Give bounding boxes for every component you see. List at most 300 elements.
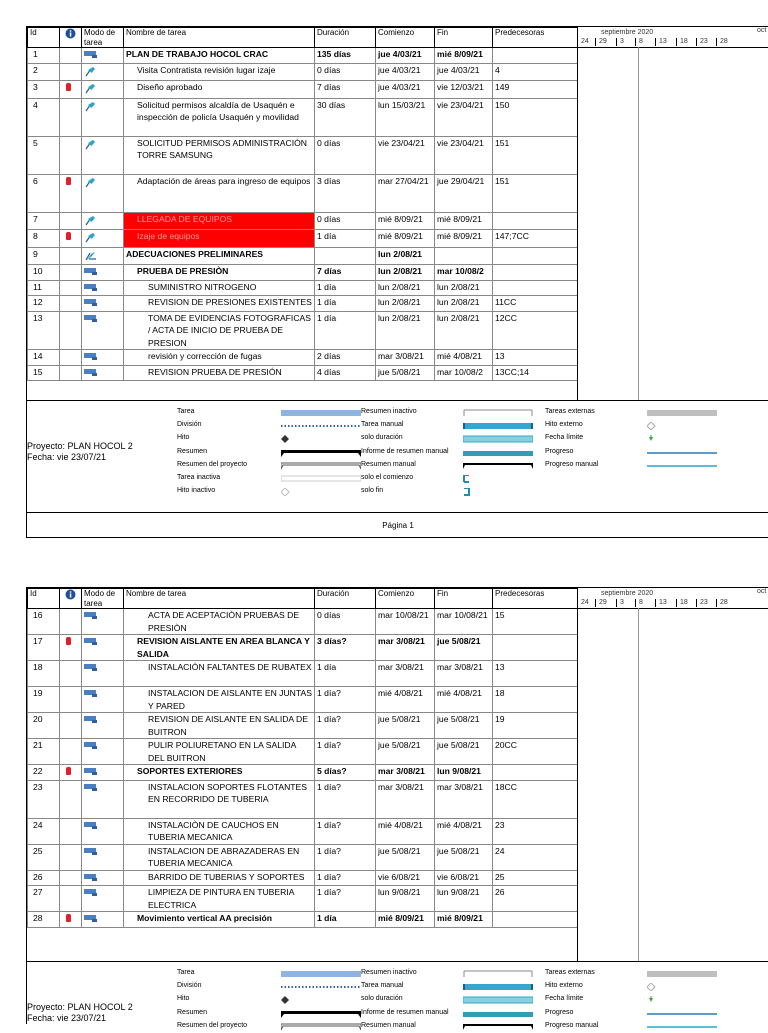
task-predecessors-cell[interactable]: [493, 912, 578, 928]
task-finish-cell[interactable]: jue 4/03/21: [435, 63, 493, 81]
task-id-cell[interactable]: 20: [28, 713, 60, 739]
gantt-page-2: [26, 587, 768, 1029]
task-finish-cell[interactable]: mié 8/09/21: [435, 912, 493, 928]
task-predecessors-cell[interactable]: 13: [493, 350, 578, 366]
table-row[interactable]: [28, 136, 578, 174]
task-finish-cell[interactable]: lun 9/08/21: [435, 765, 493, 781]
task-mode-cell[interactable]: [82, 365, 124, 381]
col-header-duration[interactable]: Duración: [315, 589, 376, 609]
task-start-cell[interactable]: jue 4/03/21: [376, 48, 435, 64]
task-indicator-cell[interactable]: [60, 296, 82, 312]
task-start-cell[interactable]: mar 3/08/21: [376, 635, 435, 661]
task-start-cell[interactable]: mié 8/09/21: [376, 212, 435, 230]
task-predecessors-cell[interactable]: 13: [493, 661, 578, 687]
task-predecessors-cell[interactable]: [493, 212, 578, 230]
task-mode-cell[interactable]: [82, 350, 124, 366]
task-duration-cell[interactable]: 1 día?: [315, 713, 376, 739]
task-id-cell[interactable]: 9: [28, 247, 60, 265]
task-name-cell[interactable]: Izaje de equipos: [124, 230, 315, 248]
task-id-cell[interactable]: 12: [28, 296, 60, 312]
task-finish-cell[interactable]: lun 9/08/21: [435, 886, 493, 912]
task-duration-cell[interactable]: 30 días: [315, 98, 376, 136]
task-duration-cell[interactable]: [315, 247, 376, 265]
legend-external-milestone-label: Hito externo: [545, 421, 583, 429]
task-mode-cell[interactable]: [82, 230, 124, 248]
task-name-cell[interactable]: LIMPIEZA DE PINTURA EN TUBERIA ELECTRICA: [124, 886, 315, 912]
task-name-cell[interactable]: REVISION AISLANTE EN AREA BLANCA Y SALIDA: [124, 635, 315, 661]
note-indicator-icon: [66, 177, 71, 185]
task-duration-cell[interactable]: 1 día: [315, 912, 376, 928]
task-start-cell[interactable]: vie 23/04/21: [376, 136, 435, 174]
task-name-cell[interactable]: ADECUACIONES PRELIMINARES: [124, 247, 315, 265]
legend-split-symbol: [281, 422, 361, 432]
legend-external-tasks-label: Tareas externas: [545, 408, 595, 415]
task-name-cell[interactable]: REVISION DE PRESIONES EXISTENTES: [124, 296, 315, 312]
task-name-cell[interactable]: Solicitud permisos alcaldía de Usaquén e inspección de policía Usaquén y movilidad: [124, 98, 315, 136]
table-row[interactable]: [28, 818, 578, 844]
task-mode-cell[interactable]: [82, 81, 124, 99]
task-predecessors-cell[interactable]: 20CC: [493, 739, 578, 765]
task-name-cell[interactable]: BARRIDO DE TUBERIAS Y SOPORTES: [124, 870, 315, 886]
task-mode-cell[interactable]: [82, 174, 124, 212]
task-duration-cell[interactable]: 1 día?: [315, 844, 376, 870]
task-duration-cell[interactable]: 1 día: [315, 280, 376, 296]
legend-inactive-summary-symbol: [463, 970, 533, 980]
task-id-cell[interactable]: 19: [28, 687, 60, 713]
task-mode-cell[interactable]: [82, 136, 124, 174]
task-name-cell[interactable]: PRUEBA DE PRESIÒN: [124, 265, 315, 281]
task-mode-cell[interactable]: [82, 212, 124, 230]
table-row[interactable]: [28, 212, 578, 230]
table-row[interactable]: [28, 63, 578, 81]
legend-deadline-symbol: [647, 996, 717, 1006]
task-id-cell[interactable]: 23: [28, 780, 60, 818]
legend-inactive-summary-label: Resumen inactivo: [361, 408, 417, 415]
timescale-tick: [595, 38, 596, 46]
task-mode-cell[interactable]: [82, 247, 124, 265]
table-row[interactable]: [28, 713, 578, 739]
task-finish-cell[interactable]: mar 10/08/21: [435, 609, 493, 635]
task-finish-cell[interactable]: mar 3/08/21: [435, 661, 493, 687]
task-indicator-cell[interactable]: [60, 98, 82, 136]
table-row[interactable]: [28, 174, 578, 212]
task-name-cell[interactable]: Diseño aprobado: [124, 81, 315, 99]
task-indicator-cell[interactable]: [60, 635, 82, 661]
note-indicator-icon: [66, 637, 71, 645]
task-indicator-cell[interactable]: [60, 48, 82, 64]
timescale-tick: [655, 38, 656, 46]
task-name-cell[interactable]: INSTALACION DE ABRAZADERAS EN TUBERIA MECANICA: [124, 844, 315, 870]
table-row[interactable]: [28, 296, 578, 312]
task-mode-cell[interactable]: [82, 63, 124, 81]
task-predecessors-cell[interactable]: 12CC: [493, 311, 578, 350]
task-mode-cell[interactable]: [82, 912, 124, 928]
task-duration-cell[interactable]: 1 día?: [315, 818, 376, 844]
task-finish-cell[interactable]: jue 5/08/21: [435, 739, 493, 765]
task-indicator-cell[interactable]: [60, 311, 82, 350]
task-finish-cell[interactable]: mié 4/08/21: [435, 818, 493, 844]
task-mode-cell[interactable]: [82, 886, 124, 912]
col-header-id[interactable]: Id: [28, 28, 60, 48]
table-row[interactable]: [28, 98, 578, 136]
task-indicator-cell[interactable]: [60, 739, 82, 765]
task-duration-cell[interactable]: 0 días: [315, 63, 376, 81]
task-indicator-cell[interactable]: [60, 230, 82, 248]
task-name-cell[interactable]: REVISION DE AISLANTE EN SALIDA DE BUITRON: [124, 713, 315, 739]
task-name-cell[interactable]: LLEGADA DE EQUIPOS: [124, 212, 315, 230]
task-finish-cell[interactable]: jue 5/08/21: [435, 844, 493, 870]
task-id-cell[interactable]: 15: [28, 365, 60, 381]
project-info: [27, 1002, 133, 1024]
table-row[interactable]: [28, 739, 578, 765]
task-mode-cell[interactable]: [82, 844, 124, 870]
task-predecessors-cell[interactable]: [493, 635, 578, 661]
task-start-cell[interactable]: vie 6/08/21: [376, 870, 435, 886]
task-predecessors-cell[interactable]: [493, 247, 578, 265]
task-id-cell[interactable]: 4: [28, 98, 60, 136]
task-mode-cell[interactable]: [82, 713, 124, 739]
task-indicator-cell[interactable]: [60, 818, 82, 844]
task-predecessors-cell[interactable]: 147;7CC: [493, 230, 578, 248]
table-row[interactable]: [28, 48, 578, 64]
task-id-cell[interactable]: 11: [28, 280, 60, 296]
task-name-cell[interactable]: REVISION PRUEBA DE PRESIÓN: [124, 365, 315, 381]
task-name-cell[interactable]: INSTALACIÒN DE CAUCHOS EN TUBERIA MECANICA: [124, 818, 315, 844]
timescale-day: 8: [639, 599, 643, 606]
task-indicator-cell[interactable]: [60, 365, 82, 381]
task-finish-cell[interactable]: jue 5/08/21: [435, 635, 493, 661]
task-duration-cell[interactable]: 135 días: [315, 48, 376, 64]
task-duration-cell[interactable]: 7 días: [315, 81, 376, 99]
task-start-cell[interactable]: lun 2/08/21: [376, 247, 435, 265]
task-mode-cell[interactable]: [82, 296, 124, 312]
task-start-cell[interactable]: lun 2/08/21: [376, 296, 435, 312]
table-row[interactable]: [28, 609, 578, 635]
task-predecessors-cell[interactable]: [493, 265, 578, 281]
task-mode-cell[interactable]: [82, 48, 124, 64]
task-name-cell[interactable]: Movimiento vertical AA precisión: [124, 912, 315, 928]
task-mode-cell[interactable]: [82, 98, 124, 136]
task-predecessors-cell[interactable]: 151: [493, 136, 578, 174]
task-finish-cell[interactable]: mar 10/08/2: [435, 265, 493, 281]
col-header-id[interactable]: Id: [28, 589, 60, 609]
task-predecessors-cell[interactable]: [493, 280, 578, 296]
task-indicator-cell[interactable]: [60, 81, 82, 99]
timescale-tick: [635, 38, 636, 46]
task-id-cell[interactable]: 27: [28, 886, 60, 912]
legend-task-symbol: [281, 409, 361, 419]
task-name-cell[interactable]: SUMINISTRO NITROGENO: [124, 280, 315, 296]
task-id-cell[interactable]: 25: [28, 844, 60, 870]
task-id-cell[interactable]: 1: [28, 48, 60, 64]
table-row[interactable]: [28, 81, 578, 99]
task-indicator-cell[interactable]: [60, 63, 82, 81]
task-indicator-cell[interactable]: [60, 136, 82, 174]
task-finish-cell[interactable]: lun 2/08/21: [435, 311, 493, 350]
timescale-day: 3: [620, 599, 624, 606]
task-mode-cell[interactable]: [82, 780, 124, 818]
task-start-cell[interactable]: mar 3/08/21: [376, 350, 435, 366]
col-header-name[interactable]: Nombre de tarea: [124, 28, 315, 48]
task-predecessors-cell[interactable]: 15: [493, 609, 578, 635]
task-finish-cell[interactable]: vie 12/03/21: [435, 81, 493, 99]
task-finish-cell[interactable]: mié 4/08/21: [435, 687, 493, 713]
task-start-cell[interactable]: lun 9/08/21: [376, 886, 435, 912]
task-duration-cell[interactable]: 1 día: [315, 296, 376, 312]
task-finish-cell[interactable]: mar 10/08/2: [435, 365, 493, 381]
table-row[interactable]: [28, 635, 578, 661]
task-name-cell[interactable]: revisión y corrección de fugas: [124, 350, 315, 366]
task-id-cell[interactable]: 2: [28, 63, 60, 81]
task-name-cell[interactable]: Adaptación de áreas para ingreso de equipos: [124, 174, 315, 212]
task-finish-cell[interactable]: mié 8/09/21: [435, 230, 493, 248]
task-finish-cell[interactable]: vie 23/04/21: [435, 136, 493, 174]
task-id-cell[interactable]: 5: [28, 136, 60, 174]
col-header-mode[interactable]: Modo de tarea: [82, 28, 124, 48]
timescale-tick: [716, 599, 717, 607]
legend-page-1: [27, 400, 768, 513]
task-duration-cell[interactable]: 3 días: [315, 174, 376, 212]
task-predecessors-cell[interactable]: [493, 48, 578, 64]
task-predecessors-cell[interactable]: 23: [493, 818, 578, 844]
task-duration-cell[interactable]: 1 día?: [315, 687, 376, 713]
task-indicator-cell[interactable]: [60, 280, 82, 296]
legend-inactive-milestone-label: Hito inactivo: [177, 487, 216, 495]
task-finish-cell[interactable]: vie 6/08/21: [435, 870, 493, 886]
table-row[interactable]: [28, 230, 578, 248]
task-predecessors-cell[interactable]: 26: [493, 886, 578, 912]
task-id-cell[interactable]: 3: [28, 81, 60, 99]
task-id-cell[interactable]: 21: [28, 739, 60, 765]
task-mode-cell[interactable]: [82, 739, 124, 765]
task-finish-cell[interactable]: jue 29/04/21: [435, 174, 493, 212]
table-row[interactable]: [28, 265, 578, 281]
task-start-cell[interactable]: mié 4/08/21: [376, 687, 435, 713]
task-id-cell[interactable]: 10: [28, 265, 60, 281]
task-predecessors-cell[interactable]: 19: [493, 713, 578, 739]
task-mode-cell[interactable]: [82, 265, 124, 281]
legend-duration-only-label: solo duración: [361, 434, 403, 442]
task-id-cell[interactable]: 22: [28, 765, 60, 781]
task-predecessors-cell[interactable]: 151: [493, 174, 578, 212]
col-header-predecessors[interactable]: Predecesoras: [493, 28, 578, 48]
task-duration-cell[interactable]: 1 día: [315, 311, 376, 350]
col-header-finish[interactable]: Fin: [435, 28, 493, 48]
task-id-cell[interactable]: 26: [28, 870, 60, 886]
table-row[interactable]: [28, 765, 578, 781]
task-name-cell[interactable]: ACTA DE ACEPTACIÒN PRUEBAS DE PRESIÒN: [124, 609, 315, 635]
table-row[interactable]: [28, 912, 578, 928]
task-finish-cell[interactable]: lun 2/08/21: [435, 296, 493, 312]
task-predecessors-cell[interactable]: 25: [493, 870, 578, 886]
table-row[interactable]: [28, 661, 578, 687]
col-header-predecessors[interactable]: Predecesoras: [493, 589, 578, 609]
table-row[interactable]: [28, 687, 578, 713]
task-start-cell[interactable]: mar 10/08/21: [376, 609, 435, 635]
task-id-cell[interactable]: 7: [28, 212, 60, 230]
task-mode-cell[interactable]: [82, 280, 124, 296]
task-start-cell[interactable]: mar 3/08/21: [376, 765, 435, 781]
task-id-cell[interactable]: 16: [28, 609, 60, 635]
task-start-cell[interactable]: jue 4/03/21: [376, 81, 435, 99]
task-indicator-cell[interactable]: [60, 247, 82, 265]
task-name-cell[interactable]: PULIR POLIURETANO EN LA SALIDA DEL BUITRON: [124, 739, 315, 765]
task-duration-cell[interactable]: 0 días: [315, 136, 376, 174]
task-indicator-cell[interactable]: [60, 912, 82, 928]
task-start-cell[interactable]: jue 5/08/21: [376, 713, 435, 739]
legend-task-symbol: [281, 970, 361, 980]
task-predecessors-cell[interactable]: 24: [493, 844, 578, 870]
task-duration-cell[interactable]: 1 día?: [315, 886, 376, 912]
task-id-cell[interactable]: 14: [28, 350, 60, 366]
task-id-cell[interactable]: 28: [28, 912, 60, 928]
task-name-cell[interactable]: INSTALACION DE AISLANTE EN JUNTAS Y PARED: [124, 687, 315, 713]
task-predecessors-cell[interactable]: 4: [493, 63, 578, 81]
table-row[interactable]: [28, 280, 578, 296]
col-header-start[interactable]: Comienzo: [376, 589, 435, 609]
table-row[interactable]: [28, 844, 578, 870]
task-predecessors-cell[interactable]: 150: [493, 98, 578, 136]
task-mode-cell[interactable]: [82, 687, 124, 713]
task-indicator-cell[interactable]: [60, 844, 82, 870]
task-duration-cell[interactable]: 1 día: [315, 661, 376, 687]
task-indicator-cell[interactable]: [60, 765, 82, 781]
auto-scheduled-icon: [84, 267, 98, 280]
task-indicator-cell[interactable]: [60, 350, 82, 366]
timescale-tick: [616, 38, 617, 46]
table-row[interactable]: [28, 311, 578, 350]
task-name-cell[interactable]: TOMA DE EVIDENCIAS FOTOGRAFICAS / ACTA DE INICIO DE PRUEBA DE PRESION: [124, 311, 315, 350]
timescale-tick: [696, 599, 697, 607]
task-duration-cell[interactable]: 4 días: [315, 365, 376, 381]
task-indicator-cell[interactable]: [60, 661, 82, 687]
table-row[interactable]: [28, 350, 578, 366]
task-finish-cell[interactable]: mié 8/09/21: [435, 212, 493, 230]
task-start-cell[interactable]: mié 4/08/21: [376, 818, 435, 844]
task-start-cell[interactable]: jue 5/08/21: [376, 365, 435, 381]
task-predecessors-cell[interactable]: 18CC: [493, 780, 578, 818]
legend-inactive-task-symbol: [281, 475, 361, 485]
task-duration-cell[interactable]: 3 días?: [315, 635, 376, 661]
col-header-mode[interactable]: Modo de tarea: [82, 589, 124, 609]
col-header-name[interactable]: Nombre de tarea: [124, 589, 315, 609]
task-predecessors-cell[interactable]: 18: [493, 687, 578, 713]
task-name-cell[interactable]: INSTALACION SOPORTES FLOTANTES EN RECORRIDO DE TUBERIA: [124, 780, 315, 818]
task-indicator-cell[interactable]: [60, 609, 82, 635]
task-finish-cell[interactable]: lun 2/08/21: [435, 280, 493, 296]
task-indicator-cell[interactable]: [60, 174, 82, 212]
task-predecessors-cell[interactable]: 13CC;14: [493, 365, 578, 381]
task-indicator-cell[interactable]: [60, 713, 82, 739]
task-duration-cell[interactable]: 1 día?: [315, 780, 376, 818]
task-mode-cell[interactable]: [82, 661, 124, 687]
task-duration-cell[interactable]: 5 días?: [315, 765, 376, 781]
task-duration-cell[interactable]: 1 día: [315, 230, 376, 248]
auto-scheduled-icon: [84, 298, 98, 311]
task-name-cell[interactable]: PLAN DE TRABAJO HOCOL CRAC: [124, 48, 315, 64]
task-finish-cell[interactable]: mié 8/09/21: [435, 48, 493, 64]
auto-scheduled-icon: [84, 767, 98, 780]
auto-scheduled-icon: [84, 611, 98, 624]
legend-progress-symbol: [647, 449, 717, 459]
task-indicator-cell[interactable]: [60, 687, 82, 713]
task-indicator-cell[interactable]: [60, 886, 82, 912]
task-start-cell[interactable]: mar 3/08/21: [376, 661, 435, 687]
col-header-start[interactable]: Comienzo: [376, 28, 435, 48]
task-start-cell[interactable]: lun 2/08/21: [376, 265, 435, 281]
table-row[interactable]: [28, 247, 578, 265]
task-predecessors-cell[interactable]: 149: [493, 81, 578, 99]
task-predecessors-cell[interactable]: [493, 765, 578, 781]
task-indicator-cell[interactable]: [60, 265, 82, 281]
task-id-cell[interactable]: 6: [28, 174, 60, 212]
col-header-indicators[interactable]: [60, 28, 82, 48]
timescale-day: 3: [620, 38, 624, 45]
task-duration-cell[interactable]: 2 días: [315, 350, 376, 366]
task-duration-cell[interactable]: 1 día?: [315, 870, 376, 886]
task-id-cell[interactable]: 8: [28, 230, 60, 248]
task-start-cell[interactable]: mié 8/09/21: [376, 912, 435, 928]
task-start-cell[interactable]: mar 3/08/21: [376, 780, 435, 818]
task-name-cell[interactable]: SOLICITUD PERMISOS ADMINISTRACIÒN TORRE SAMSUNG: [124, 136, 315, 174]
task-finish-cell[interactable]: [435, 247, 493, 265]
task-mode-cell[interactable]: [82, 609, 124, 635]
task-indicator-cell[interactable]: [60, 212, 82, 230]
task-finish-cell[interactable]: vie 23/04/21: [435, 98, 493, 136]
task-finish-cell[interactable]: jue 5/08/21: [435, 713, 493, 739]
task-mode-cell[interactable]: [82, 818, 124, 844]
task-id-cell[interactable]: 13: [28, 311, 60, 350]
task-finish-cell[interactable]: mié 4/08/21: [435, 350, 493, 366]
col-header-finish[interactable]: Fin: [435, 589, 493, 609]
task-start-cell[interactable]: mié 8/09/21: [376, 230, 435, 248]
table-row[interactable]: [28, 870, 578, 886]
task-mode-cell[interactable]: [82, 870, 124, 886]
task-start-cell[interactable]: jue 4/03/21: [376, 63, 435, 81]
task-start-cell[interactable]: jue 5/08/21: [376, 739, 435, 765]
task-name-cell[interactable]: SOPORTES EXTERIORES: [124, 765, 315, 781]
task-start-cell[interactable]: lun 2/08/21: [376, 280, 435, 296]
legend-external-milestone-symbol: [647, 422, 717, 432]
task-start-cell[interactable]: jue 5/08/21: [376, 844, 435, 870]
task-id-cell[interactable]: 24: [28, 818, 60, 844]
task-duration-cell[interactable]: 0 días: [315, 609, 376, 635]
task-start-cell[interactable]: mar 27/04/21: [376, 174, 435, 212]
task-id-cell[interactable]: 17: [28, 635, 60, 661]
task-id-cell[interactable]: 18: [28, 661, 60, 687]
task-indicator-cell[interactable]: [60, 780, 82, 818]
table-row[interactable]: [28, 780, 578, 818]
table-row[interactable]: [28, 365, 578, 381]
task-indicator-cell[interactable]: [60, 870, 82, 886]
task-predecessors-cell[interactable]: 11CC: [493, 296, 578, 312]
task-mode-cell[interactable]: [82, 311, 124, 350]
col-header-indicators[interactable]: [60, 589, 82, 609]
task-start-cell[interactable]: lun 2/08/21: [376, 311, 435, 350]
task-duration-cell[interactable]: 1 día?: [315, 739, 376, 765]
col-header-duration[interactable]: Duración: [315, 28, 376, 48]
task-mode-cell[interactable]: [82, 765, 124, 781]
table-row[interactable]: [28, 886, 578, 912]
task-start-cell[interactable]: lun 15/03/21: [376, 98, 435, 136]
task-finish-cell[interactable]: mar 3/08/21: [435, 780, 493, 818]
task-mode-cell[interactable]: [82, 635, 124, 661]
legend-page-2: [27, 961, 768, 1032]
task-name-cell[interactable]: Visita Contratista revisión lugar izaje: [124, 63, 315, 81]
task-duration-cell[interactable]: 0 días: [315, 212, 376, 230]
task-duration-cell[interactable]: 7 días: [315, 265, 376, 281]
task-name-cell[interactable]: INSTALACIÒN FALTANTES DE RUBATEX: [124, 661, 315, 687]
